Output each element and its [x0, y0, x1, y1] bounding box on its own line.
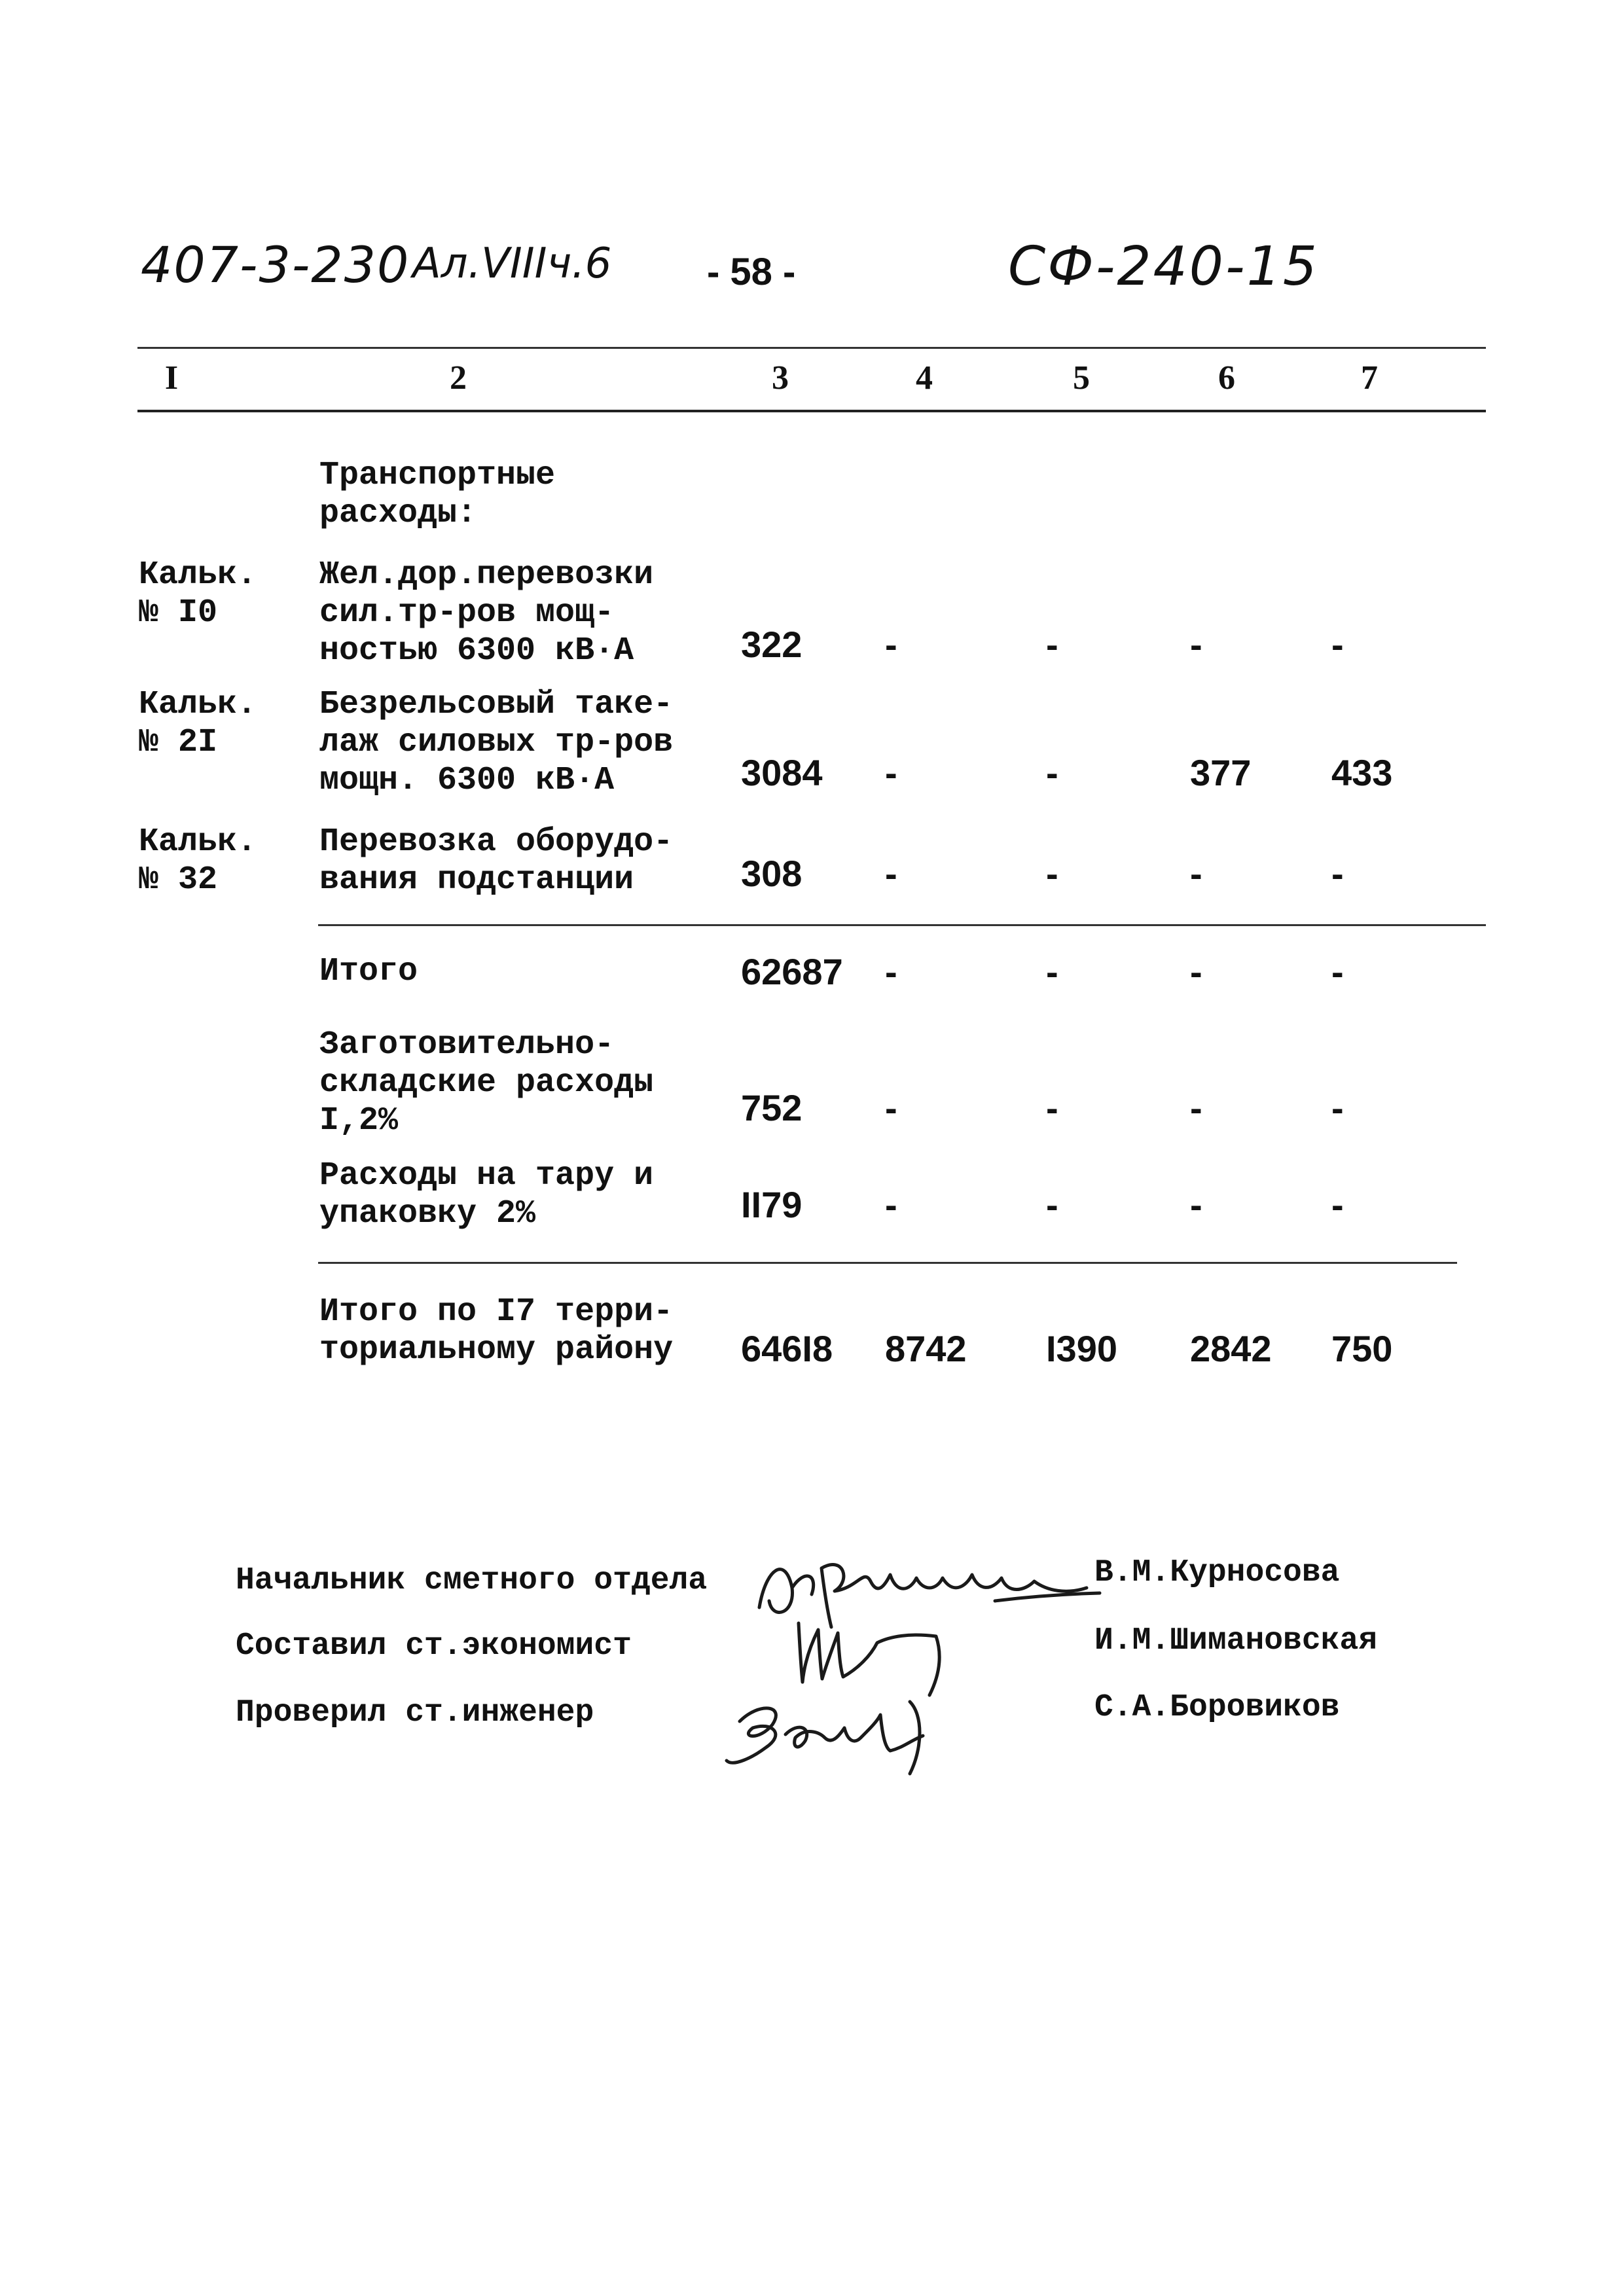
row-value-col4: - — [885, 624, 897, 665]
signatory-title: Начальник сметного отдела — [236, 1563, 708, 1598]
column-number-4: 4 — [916, 359, 933, 397]
column-number-3: 3 — [772, 359, 789, 397]
row-value-col3: 646I8 — [741, 1328, 833, 1369]
document-code: 407-3-230 — [141, 236, 410, 294]
row-value-col4: 8742 — [885, 1328, 967, 1369]
column-number-2: 2 — [450, 359, 467, 397]
row-value-col3: II79 — [741, 1184, 803, 1225]
row-value-col7: - — [1331, 951, 1344, 992]
row-reference: Кальк. № I0 — [139, 556, 257, 632]
row-reference: Кальк. № 2I — [139, 686, 257, 761]
row-value-col7: 750 — [1331, 1328, 1393, 1369]
album-reference: Ал.VIIIч.6 — [412, 240, 612, 288]
signature-borovikov — [713, 1676, 962, 1793]
row-value-col5: - — [1046, 853, 1058, 894]
column-number-5: 5 — [1073, 359, 1090, 397]
row-value-col5: I390 — [1046, 1328, 1117, 1369]
total-rule — [318, 1262, 1457, 1264]
row-description: Транспортные расходы: — [319, 457, 556, 532]
row-value-col5: - — [1046, 752, 1058, 793]
row-value-col4: - — [885, 1184, 897, 1225]
row-value-col3: 62687 — [741, 951, 843, 992]
row-description: Итого — [319, 953, 418, 990]
row-value-col7: - — [1331, 1087, 1344, 1128]
row-value-col4: - — [885, 752, 897, 793]
row-description: Жел.дор.перевозки сил.тр-ров мощ- ностью 6300 кВ·А — [319, 556, 654, 670]
row-description: Заготовительно- складские расходы I,2% — [319, 1026, 654, 1139]
column-number-1: I — [164, 359, 179, 397]
column-number-6: 6 — [1218, 359, 1235, 397]
row-value-col6: - — [1190, 1087, 1202, 1128]
row-value-col4: - — [885, 1087, 897, 1128]
row-value-col3: 322 — [741, 624, 803, 665]
signatory-name: С.А.Боровиков — [1094, 1690, 1340, 1725]
row-value-col6: - — [1190, 951, 1202, 992]
row-value-col3: 752 — [741, 1087, 803, 1128]
row-value-col4: - — [885, 951, 897, 992]
row-value-col5: - — [1046, 951, 1058, 992]
table-top-rule — [137, 347, 1486, 349]
row-value-col5: - — [1046, 1087, 1058, 1128]
row-value-col6: 377 — [1190, 752, 1252, 793]
page-number: - 58 - — [707, 251, 796, 293]
row-value-col4: - — [885, 853, 897, 894]
subtotal-rule — [318, 924, 1486, 926]
row-value-col7: - — [1331, 853, 1344, 894]
row-value-col3: 308 — [741, 853, 803, 894]
column-number-7: 7 — [1361, 359, 1378, 397]
signatory-name: В.М.Курносова — [1094, 1555, 1340, 1590]
row-value-col5: - — [1046, 624, 1058, 665]
series-code: СФ-240-15 — [1008, 236, 1319, 298]
row-value-col7: - — [1331, 624, 1344, 665]
row-value-col5: - — [1046, 1184, 1058, 1225]
signatory-title: Проверил ст.инженер — [236, 1695, 594, 1731]
row-value-col6: - — [1190, 853, 1202, 894]
signatory-name: И.М.Шимановская — [1094, 1623, 1378, 1659]
row-description: Итого по I7 терри- ториальному району — [319, 1293, 674, 1369]
column-header-rule — [137, 410, 1486, 412]
row-value-col7: 433 — [1331, 752, 1393, 793]
signatory-title: Составил ст.экономист — [236, 1628, 632, 1664]
row-value-col7: - — [1331, 1184, 1344, 1225]
row-description: Расходы на тару и упаковку 2% — [319, 1157, 654, 1232]
row-description: Безрельсовый таке- лаж силовых тр-ров мощн. 6300 кВ·А — [319, 686, 674, 799]
row-value-col6: - — [1190, 624, 1202, 665]
row-value-col6: 2842 — [1190, 1328, 1272, 1369]
row-description: Перевозка оборудо- вания подстанции — [319, 823, 674, 899]
row-value-col3: 3084 — [741, 752, 823, 793]
row-reference: Кальк. № 32 — [139, 823, 257, 899]
row-value-col6: - — [1190, 1184, 1202, 1225]
